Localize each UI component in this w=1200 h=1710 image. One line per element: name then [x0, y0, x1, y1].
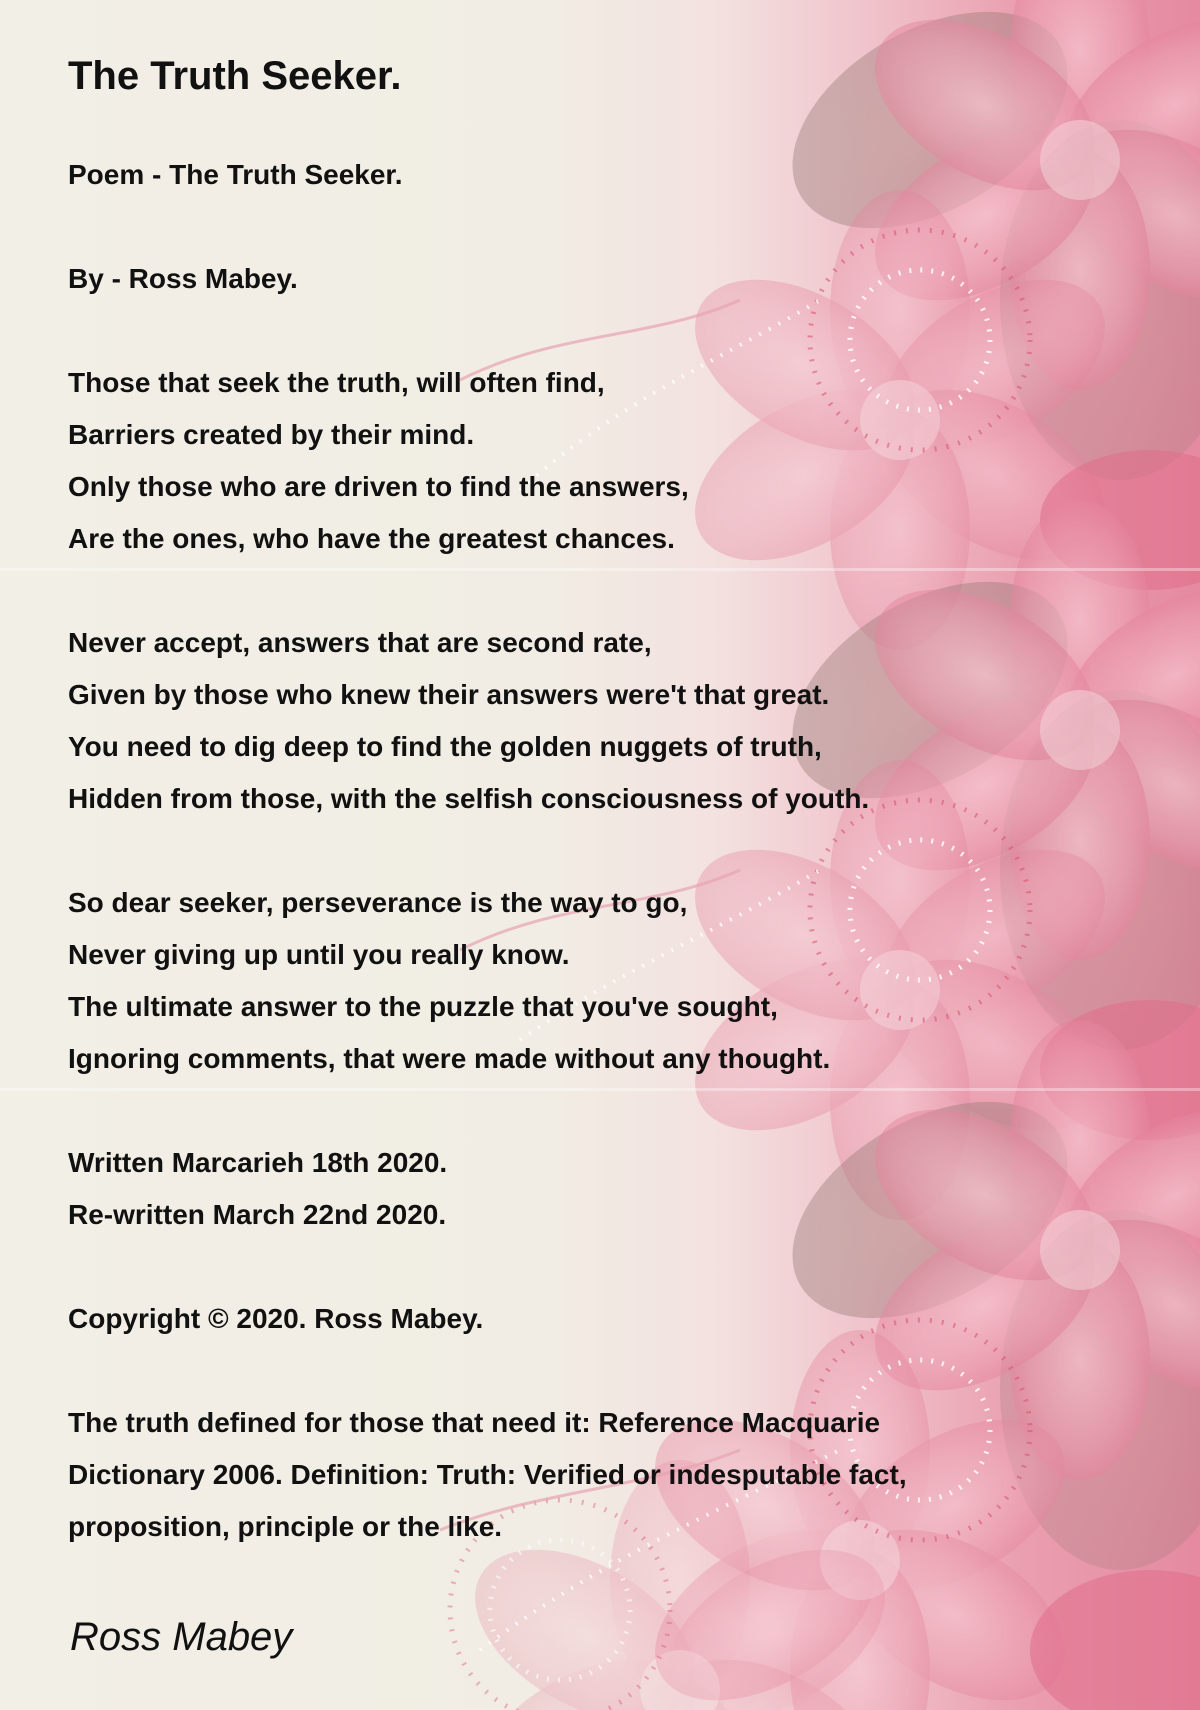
poem-title: The Truth Seeker.: [68, 54, 402, 98]
stanza-line: Only those who are driven to find the answers,: [68, 471, 689, 502]
stanza-line: Never accept, answers that are second rate,: [68, 627, 652, 658]
note-line: The truth defined for those that need it: Reference Macquarie: [68, 1407, 881, 1438]
stanza-line: Barriers created by their mind.: [68, 419, 475, 450]
stanza-line: Given by those who knew their answers were't that great.: [68, 679, 830, 710]
rewritten-date: Re-written March 22nd 2020.: [68, 1199, 447, 1230]
stanza-line: Ignoring comments, that were made without any thought.: [68, 1043, 831, 1074]
stanza-line: You need to dig deep to find the golden nuggets of truth,: [68, 731, 822, 762]
stanza-line: The ultimate answer to the puzzle that you've sought,: [68, 991, 778, 1022]
note-line: proposition, principle or the like.: [68, 1511, 503, 1542]
written-date: Written Marcarieh 18th 2020.: [68, 1147, 448, 1178]
poem-byline: By - Ross Mabey.: [68, 263, 298, 294]
stanza-line: Never giving up until you really know.: [68, 939, 570, 970]
poem-header-line: Poem - The Truth Seeker.: [68, 159, 403, 190]
stanza-line: Those that seek the truth, will often find,: [68, 367, 605, 398]
stanza-line: So dear seeker, perseverance is the way to go,: [68, 887, 688, 918]
author-signature: Ross Mabey: [70, 1615, 293, 1659]
stanza-line: Are the ones, who have the greatest chances.: [68, 523, 675, 554]
note-line: Dictionary 2006. Definition: Truth: Verified or indesputable fact,: [68, 1459, 907, 1490]
stanza-line: Hidden from those, with the selfish consciousness of youth.: [68, 783, 870, 814]
copyright-notice: Copyright © 2020. Ross Mabey.: [68, 1303, 484, 1334]
